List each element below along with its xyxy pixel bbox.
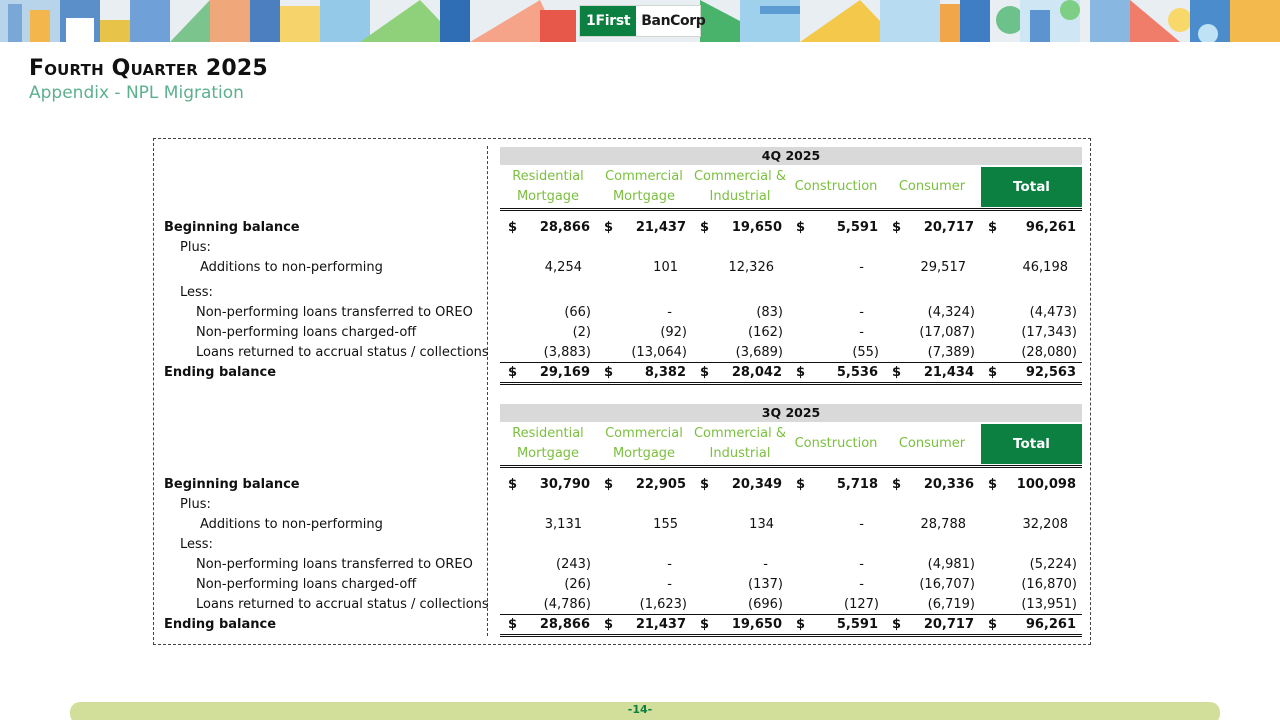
column-header: [685, 167, 795, 207]
value-cell: (16,707): [919, 577, 975, 592]
currency-symbol: $: [508, 220, 518, 235]
value-cell: 155: [653, 517, 678, 532]
logo-word-bancorp: BanCorp: [641, 13, 706, 29]
column-header-line: Commercial: [605, 426, 683, 441]
row-label: Loans returned to accrual status / collections: [196, 345, 489, 360]
value-cell: (16,870): [1021, 577, 1077, 592]
value-cell: 46,198: [1022, 260, 1068, 275]
value-cell: (1,623): [639, 597, 687, 612]
total-rule: [500, 634, 1082, 637]
value-cell: (696): [748, 597, 783, 612]
row-label: Less:: [180, 285, 213, 300]
value-cell: 21,434: [923, 365, 974, 380]
value-cell: 5,536: [836, 365, 878, 380]
table-row: [0, 363, 1280, 383]
period-header: 4Q 2025: [500, 147, 1082, 165]
value-cell: 28,042: [731, 365, 782, 380]
table-row: [0, 475, 1280, 495]
currency-symbol: $: [988, 617, 998, 632]
row-label: Beginning balance: [164, 220, 300, 235]
currency-symbol: $: [604, 220, 614, 235]
value-cell: 12,326: [728, 260, 774, 275]
table-row: [0, 283, 1280, 303]
value-cell: 20,349: [731, 477, 782, 492]
value-cell: (17,343): [1021, 325, 1077, 340]
value-cell: 134: [749, 517, 774, 532]
column-header-line: Residential: [512, 169, 584, 184]
value-cell: 32,208: [1022, 517, 1068, 532]
column-header-line: Mortgage: [612, 446, 676, 461]
row-label: Non-performing loans charged-off: [196, 577, 417, 592]
table-row: [0, 258, 1280, 278]
column-header: [493, 424, 603, 464]
table-row: [0, 515, 1280, 535]
column-header: Consumer: [898, 436, 966, 451]
value-cell: (4,473): [1029, 305, 1077, 320]
value-cell: 21,437: [635, 220, 686, 235]
column-header-line: Commercial: [605, 169, 683, 184]
logo-mark: [580, 6, 636, 36]
value-cell: (2): [572, 325, 591, 340]
currency-symbol: $: [892, 220, 902, 235]
row-label: Ending balance: [164, 617, 277, 632]
value-cell: (3,883): [543, 345, 591, 360]
row-label: Additions to non-performing: [200, 260, 383, 275]
currency-symbol: $: [700, 365, 710, 380]
currency-symbol: $: [604, 617, 614, 632]
value-cell: (17,087): [919, 325, 975, 340]
company-logo: [579, 5, 706, 37]
value-cell: 3,131: [544, 517, 582, 532]
value-cell: -: [667, 577, 672, 592]
value-cell: -: [667, 557, 672, 572]
currency-symbol: $: [892, 617, 902, 632]
value-cell: 4,254: [544, 260, 582, 275]
column-header-line: Mortgage: [516, 446, 580, 461]
value-cell: (162): [748, 325, 783, 340]
currency-symbol: $: [796, 477, 806, 492]
value-cell: 5,591: [836, 220, 878, 235]
column-header-line: Mortgage: [612, 189, 676, 204]
column-header: [493, 167, 603, 207]
column-header: [589, 167, 699, 207]
value-cell: (55): [852, 345, 879, 360]
currency-symbol: $: [700, 617, 710, 632]
row-label: Non-performing loans transferred to OREO: [196, 557, 473, 572]
currency-symbol: $: [796, 365, 806, 380]
value-cell: (4,786): [543, 597, 591, 612]
value-cell: -: [859, 517, 864, 532]
value-cell: 19,650: [731, 220, 782, 235]
table-row: [0, 238, 1280, 258]
value-cell: -: [859, 577, 864, 592]
table-row: [0, 615, 1280, 635]
value-cell: 22,905: [635, 477, 686, 492]
value-cell: 29,169: [539, 365, 590, 380]
value-cell: (6,719): [927, 597, 975, 612]
value-cell: 8,382: [644, 365, 686, 380]
row-label: Beginning balance: [164, 477, 300, 492]
column-header-total: Total: [981, 424, 1082, 464]
value-cell: 96,261: [1025, 220, 1076, 235]
period-header: 3Q 2025: [500, 404, 1082, 422]
currency-symbol: $: [892, 477, 902, 492]
value-cell: (137): [748, 577, 783, 592]
currency-symbol: $: [796, 220, 806, 235]
page-number: -14-: [627, 703, 653, 716]
value-cell: (4,981): [927, 557, 975, 572]
value-cell: (92): [660, 325, 687, 340]
currency-symbol: $: [988, 365, 998, 380]
header-banner: [0, 0, 1280, 42]
value-cell: 21,437: [635, 617, 686, 632]
value-cell: 29,517: [920, 260, 966, 275]
header-rule: [500, 208, 1082, 211]
value-cell: 101: [653, 260, 678, 275]
value-cell: (13,951): [1021, 597, 1077, 612]
column-header-line: Industrial: [709, 189, 771, 204]
column-header-line: Commercial &: [693, 169, 787, 184]
column-header-line: Industrial: [709, 446, 771, 461]
logo-word-first: First: [595, 13, 631, 29]
value-cell: (3,689): [735, 345, 783, 360]
value-cell: (66): [564, 305, 591, 320]
value-cell: 92,563: [1025, 365, 1076, 380]
column-header: [589, 424, 699, 464]
table-row: [0, 595, 1280, 615]
row-label: Loans returned to accrual status / collections: [196, 597, 489, 612]
value-cell: (28,080): [1021, 345, 1077, 360]
value-cell: -: [667, 305, 672, 320]
value-cell: -: [859, 260, 864, 275]
row-label: Non-performing loans charged-off: [196, 325, 417, 340]
row-label: Ending balance: [164, 365, 277, 380]
currency-symbol: $: [700, 477, 710, 492]
column-header-line: Commercial &: [693, 426, 787, 441]
currency-symbol: $: [892, 365, 902, 380]
value-cell: -: [859, 325, 864, 340]
value-cell: 28,866: [539, 617, 590, 632]
value-cell: -: [763, 557, 768, 572]
logo-number: 1: [586, 13, 596, 29]
column-header-line: Mortgage: [516, 189, 580, 204]
table-row: [0, 495, 1280, 515]
currency-symbol: $: [508, 617, 518, 632]
value-cell: 96,261: [1025, 617, 1076, 632]
currency-symbol: $: [604, 477, 614, 492]
value-cell: -: [859, 557, 864, 572]
column-header: Construction: [794, 179, 878, 194]
currency-symbol: $: [508, 477, 518, 492]
header-rule: [500, 465, 1082, 468]
value-cell: 20,717: [923, 220, 974, 235]
page-title: Fourth Quarter 2025: [29, 56, 268, 81]
table-row: [0, 218, 1280, 238]
page-subtitle: Appendix - NPL Migration: [29, 83, 244, 103]
value-cell: 100,098: [1016, 477, 1076, 492]
currency-symbol: $: [796, 617, 806, 632]
value-cell: 28,866: [539, 220, 590, 235]
currency-symbol: $: [508, 365, 518, 380]
value-cell: (127): [844, 597, 879, 612]
currency-symbol: $: [700, 220, 710, 235]
value-cell: 20,336: [923, 477, 974, 492]
column-header: Construction: [794, 436, 878, 451]
value-cell: (7,389): [927, 345, 975, 360]
value-cell: 30,790: [539, 477, 590, 492]
value-cell: (83): [756, 305, 783, 320]
value-cell: (26): [564, 577, 591, 592]
row-label: Plus:: [180, 497, 211, 512]
value-cell: 28,788: [920, 517, 966, 532]
column-header-line: Residential: [512, 426, 584, 441]
table-row: [0, 343, 1280, 363]
row-label: Additions to non-performing: [200, 517, 383, 532]
value-cell: (5,224): [1029, 557, 1077, 572]
currency-symbol: $: [988, 220, 998, 235]
row-label: Less:: [180, 537, 213, 552]
value-cell: 5,591: [836, 617, 878, 632]
table-row: [0, 303, 1280, 323]
currency-symbol: $: [604, 365, 614, 380]
value-cell: 19,650: [731, 617, 782, 632]
value-cell: 20,717: [923, 617, 974, 632]
value-cell: (4,324): [927, 305, 975, 320]
column-header-total: Total: [981, 167, 1082, 207]
value-cell: 5,718: [836, 477, 878, 492]
table-row: [0, 555, 1280, 575]
value-cell: (243): [556, 557, 591, 572]
row-label: Non-performing loans transferred to OREO: [196, 305, 473, 320]
total-rule: [500, 382, 1082, 385]
table-row: [0, 575, 1280, 595]
value-cell: -: [859, 305, 864, 320]
column-header: Consumer: [898, 179, 966, 194]
currency-symbol: $: [988, 477, 998, 492]
table-row: [0, 535, 1280, 555]
row-label: Plus:: [180, 240, 211, 255]
value-cell: (13,064): [631, 345, 687, 360]
table-row: [0, 323, 1280, 343]
column-header: [685, 424, 795, 464]
